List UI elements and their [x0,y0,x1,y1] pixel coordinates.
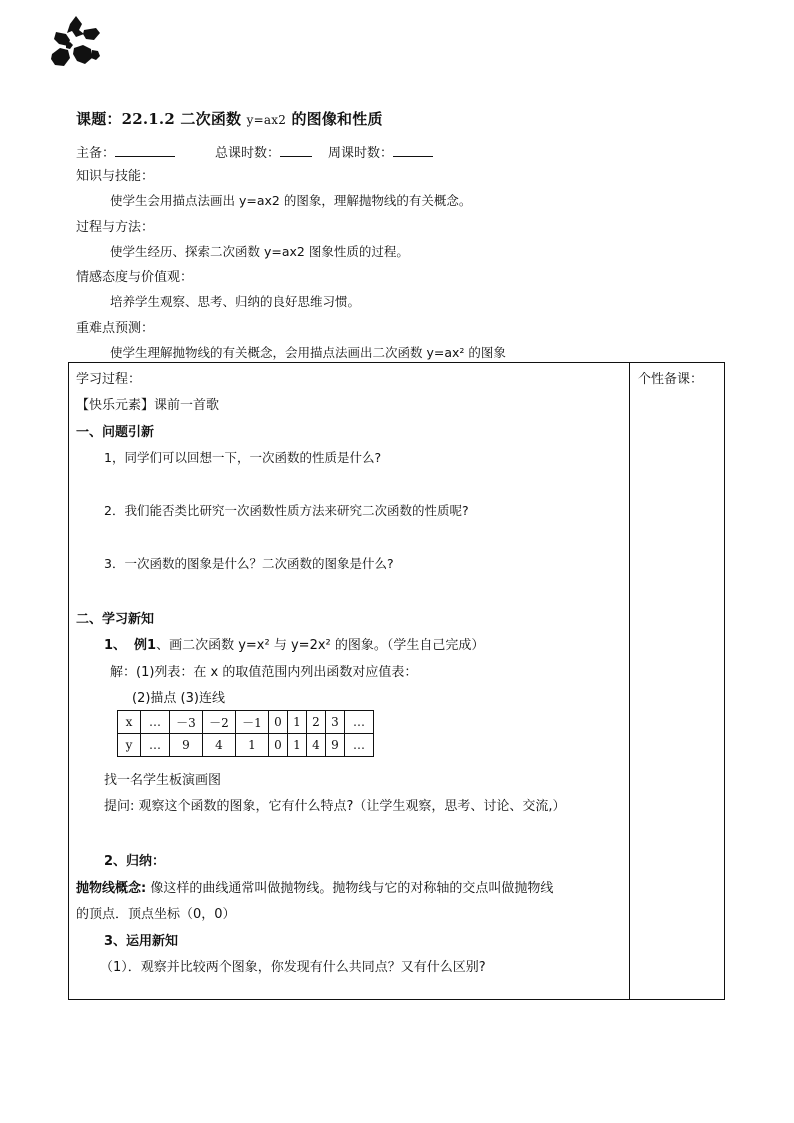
table-cell: … [141,734,170,757]
table-cell: 1 [288,734,307,757]
section-heading-2: 二、学习新知 [76,612,155,627]
attitude-text: 培养学生观察、思考、归纳的良好思维习惯。 [110,294,361,309]
process-text: 使学生经历、探索二次函数 y=ax2 图象性质的过程。 [110,244,409,259]
example-1-label: 例1 [134,638,157,653]
solution-step-1: 解：(1)列表：在 x 的取值范围内列出函数对应值表： [110,665,418,680]
board-demo: 找一名学生板演画图 [104,773,222,788]
value-table [117,710,374,757]
table-cell: x [118,711,141,734]
table-row-x [118,711,374,734]
process-label: 学习过程： [76,372,142,387]
focus-heading: 重难点预测： [76,321,155,336]
section-heading-1: 一、问题引新 [76,425,155,440]
table-cell: 4 [203,734,236,757]
question-1: 1，同学们可以回想一下，一次函数的性质是什么? [104,450,382,465]
lesson-title: 课题：22.1.2 二次函数 y=ax2 的图像和性质 [76,110,383,128]
table-cell: 2 [307,711,326,734]
week-hours-label: 周课时数： [328,146,394,161]
table-cell: －3 [170,711,203,734]
table-cell: －2 [203,711,236,734]
question-3: 3．一次函数的图象是什么？二次函数的图象是什么? [104,556,394,571]
lesson-meta [76,142,433,161]
preparer-blank [115,144,175,157]
preparer-label: 主备： [76,146,116,161]
table-cell: 0 [269,711,288,734]
example-1-number: 1、 [104,638,127,653]
table-cell: －1 [236,711,269,734]
apply-question-1: （1）．观察并比较两个图象，你发现有什么共同点？又有什么区别? [100,960,486,975]
table-cell: 9 [170,734,203,757]
table-cell: 1 [236,734,269,757]
attitude-heading: 情感态度与价值观： [76,270,194,285]
column-divider [629,362,630,1000]
table-cell: 3 [326,711,345,734]
observe-question: 提问: 观察这个函数的图象，它有什么特点?（让学生观察，思考、讨论、交流,） [104,799,566,814]
example-1-text: 、画二次函数 y=x² 与 y=2x² 的图象。（学生自己完成） [156,638,485,653]
table-cell: 9 [326,734,345,757]
vertex-definition: 的顶点．顶点坐标（0，0） [76,907,236,922]
table-cell: … [141,711,170,734]
parabola-concept-text: 像这样的曲线通常叫做抛物线。抛物线与它的对称轴的交点叫做抛物线 [146,881,554,896]
process-heading: 过程与方法： [76,220,155,235]
total-hours-blank [280,144,312,157]
solution-steps-2-3: (2)描点 (3)连线 [132,691,225,706]
apply-heading: 3、运用新知 [104,934,179,949]
knowledge-text: 使学生会用描点法画出 y=ax2 的图象，理解抛物线的有关概念。 [110,193,472,208]
total-hours-label: 总课时数： [215,146,281,161]
table-row-y [118,734,374,757]
school-logo-icon [46,14,106,74]
table-cell: y [118,734,141,757]
table-cell: … [345,734,374,757]
personal-prep-label: 个性备课： [638,372,704,387]
induce-heading: 2、归纳： [104,854,166,869]
happy-element: 【快乐元素】课前一首歌 [76,398,220,413]
question-2: 2．我们能否类比研究一次函数性质方法来研究二次函数的性质呢? [104,503,469,518]
table-cell: 0 [269,734,288,757]
table-cell: … [345,711,374,734]
table-cell: 1 [288,711,307,734]
table-cell: 4 [307,734,326,757]
knowledge-heading: 知识与技能： [76,169,155,184]
example-1 [104,634,484,653]
focus-text: 使学生理解抛物线的有关概念，会用描点法画出二次函数 y=ax² 的图象 [110,345,506,360]
parabola-concept [76,877,553,896]
week-hours-blank [393,144,433,157]
parabola-concept-label: 抛物线概念: [76,881,147,896]
